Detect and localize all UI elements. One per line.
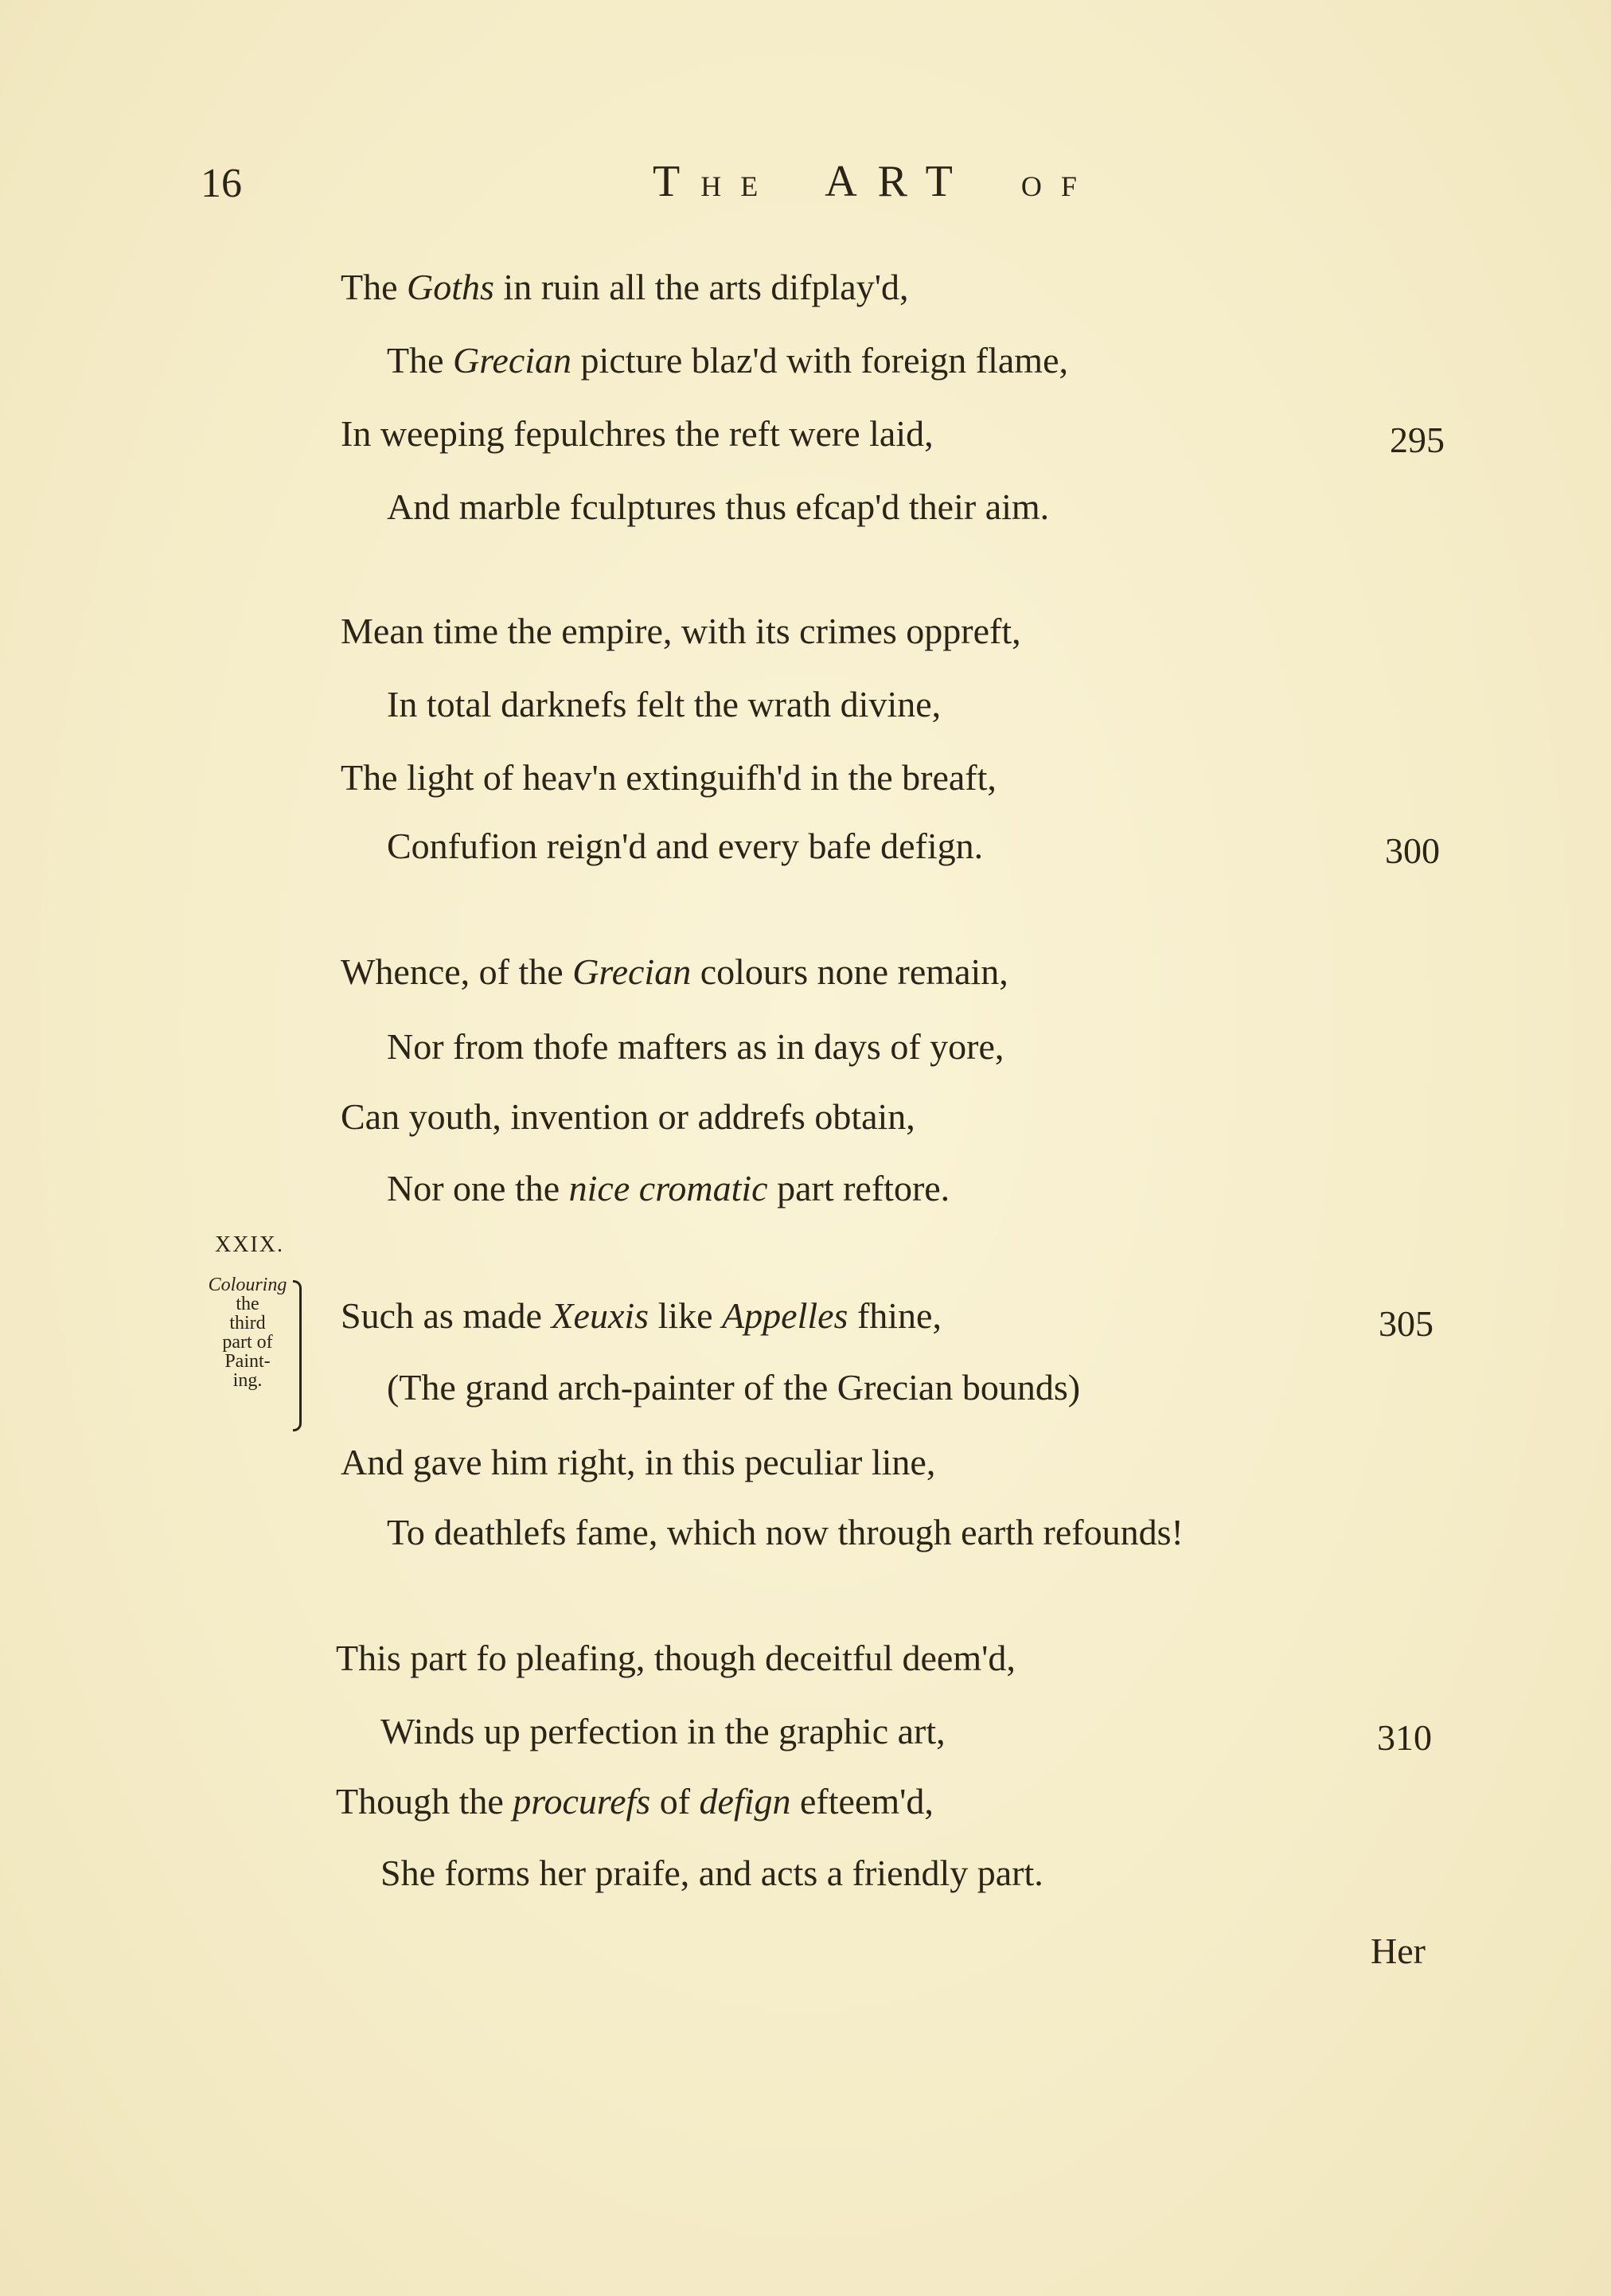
marginal-note	[188, 1275, 307, 1390]
running-head-the-rest: HE	[700, 170, 778, 202]
verse-line: In weeping fepulchres the reft were laid,	[341, 413, 934, 454]
verse-line: Confufion reign'd and every bafe defign.	[387, 826, 984, 866]
verse-line: She forms her praife, and acts a friendly part.	[380, 1853, 1043, 1893]
verse-line: Though the procurefs of defign efteem'd,	[336, 1781, 934, 1822]
running-head-the-initial: T	[653, 157, 701, 206]
line-number: 300	[1385, 830, 1440, 871]
line-number: 295	[1390, 420, 1445, 460]
verse-line: (The grand arch-painter of the Grecian bounds)	[387, 1367, 1081, 1408]
line-number: 310	[1377, 1717, 1432, 1758]
marginal-note-line: ing.	[232, 1370, 263, 1391]
verse-line: Mean time the empire, with its crimes oppreft,	[341, 611, 1021, 651]
marginal-note-line: part of	[222, 1332, 273, 1353]
page-number: 16	[201, 161, 242, 206]
verse-line: And marble fculptures thus efcap'd their aim.	[387, 486, 1050, 527]
verse-line: Nor one the nice cromatic part reftore.	[387, 1168, 950, 1209]
verse-line: Nor from thofe mafters as in days of yore,	[387, 1026, 1004, 1067]
line-number: 305	[1379, 1303, 1434, 1344]
verse-line: In total darknefs felt the wrath divine,	[387, 684, 942, 724]
marginal-note-line: third	[229, 1313, 266, 1333]
running-head	[653, 159, 1096, 204]
verse-line: The light of heav'n extinguifh'd in the breaft,	[341, 757, 997, 798]
catchword: Her	[1371, 1931, 1426, 1971]
verse-line: Can youth, invention or addrefs obtain,	[341, 1096, 915, 1137]
verse-line: Whence, of the Grecian colours none remain,	[341, 951, 1008, 992]
marginal-note-line: Paint-	[224, 1351, 271, 1372]
running-head-art: ART	[825, 157, 973, 206]
verse-line: Such as made Xeuxis like Appelles fhine,	[341, 1295, 942, 1336]
stanza-number: XXIX.	[215, 1232, 284, 1257]
running-head-of: OF	[1020, 170, 1096, 202]
verse-line: The Grecian picture blaz'd with foreign flame,	[387, 340, 1068, 381]
brace-mark	[293, 1280, 302, 1431]
verse-line: This part fo pleafing, though deceitful deem'd,	[336, 1638, 1016, 1678]
marginal-note-line: Colouring	[208, 1275, 287, 1295]
marginal-note-line: the	[236, 1294, 259, 1314]
verse-line: To deathlefs fame, which now through earth refounds!	[387, 1512, 1184, 1552]
verse-line: The Goths in ruin all the arts difplay'd,	[341, 267, 909, 307]
verse-line: And gave him right, in this peculiar line,	[341, 1442, 936, 1482]
verse-line: Winds up perfection in the graphic art,	[380, 1711, 946, 1751]
